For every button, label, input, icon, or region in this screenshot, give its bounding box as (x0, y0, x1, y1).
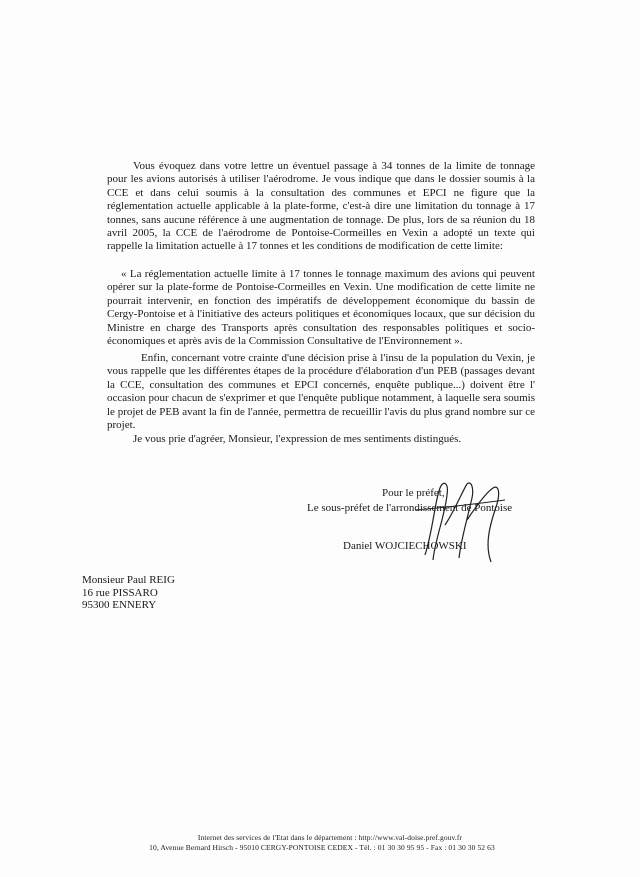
paragraph-quote: « La réglementation actuelle limite à 17 tonnes le tonnage maximum des avions qui peuvent opérer sur la plate-forme de Pontoise-Cormeilles en Vexin. Une modification de cette limite ne pourrait intervenir, en fonction des impératifs de développement économique du bassin de Cergy-Pontoise et à l'initiative des acteurs politiques et économiques locaux, que sur décision du Ministre en charge des Transports après consultation des responsables politiques et socio-économiques et après avis de la Commission Consultative de l'Environnement ». (107, 268, 535, 348)
signature-title: Le sous-préfet de l'arrondissement de Pontoise (307, 502, 513, 514)
signature-for-prefect: Pour le préfet, (382, 487, 445, 499)
recipient-city: 95300 ENNERY (82, 599, 157, 611)
paragraph-closing: Je vous prie d'agréer, Monsieur, l'expression de mes sentiments distingués. (133, 433, 462, 445)
recipient-address (82, 574, 175, 612)
signatory-name: Daniel WOJCIECHOWSKI (343, 540, 467, 552)
footer-contact: 10, Avenue Bernard Hirsch - 95010 CERGY-PONTOISE CEDEX - Tél. : 01 30 30 95 95 - Fax : 01 30 30 52 63 (149, 843, 495, 852)
recipient-street: 16 rue PISSARO (82, 586, 158, 599)
paragraph-tonnage: Vous évoquez dans votre lettre un éventuel passage à 34 tonnes de la limite de tonnage pour les avions autorisés à utiliser l'aérodrome. Je vous indique que dans le dossier soumis à la CCE et dans celui soumis à la consultation des communes et EPCI ne figure que la réglementation actuelle applicable à la plate-forme, c'est-à dire une limitation du tonnage à 17 tonnes, sans aucune référence à une augmentation de tonnage. De plus, lors de sa réunion du 18 avril 2005, la CCE de l'aérodrome de Pontoise-Cormeilles en Vexin a adopté un texte qui rappelle la limitation actuelle à 17 tonnes et les conditions de modification de cette limite: (107, 160, 535, 253)
recipient-name: Monsieur Paul REIG (82, 574, 175, 586)
footer-website: Internet des services de l'Etat dans le département : http://www.val-doise.pref.gouv.fr (197, 833, 463, 842)
paragraph-procedure: Enfin, concernant votre crainte d'une décision prise à l'insu de la population du Vexin, je vous rappelle que les différentes étapes de la procédure d'élaboration d'un PEB (passages devant la CCE, consultation des communes et EPCI concernés, enquête publique...) doivent être l' occasion pour chacun de s'exprimer et que l'enquête publique notamment, à laquelle sera soumis le projet de PEB avant la fin de l'année, permettra de recueillir l'avis du plus grand nombre sur ce projet. (107, 352, 535, 432)
handwritten-signature (405, 470, 515, 570)
